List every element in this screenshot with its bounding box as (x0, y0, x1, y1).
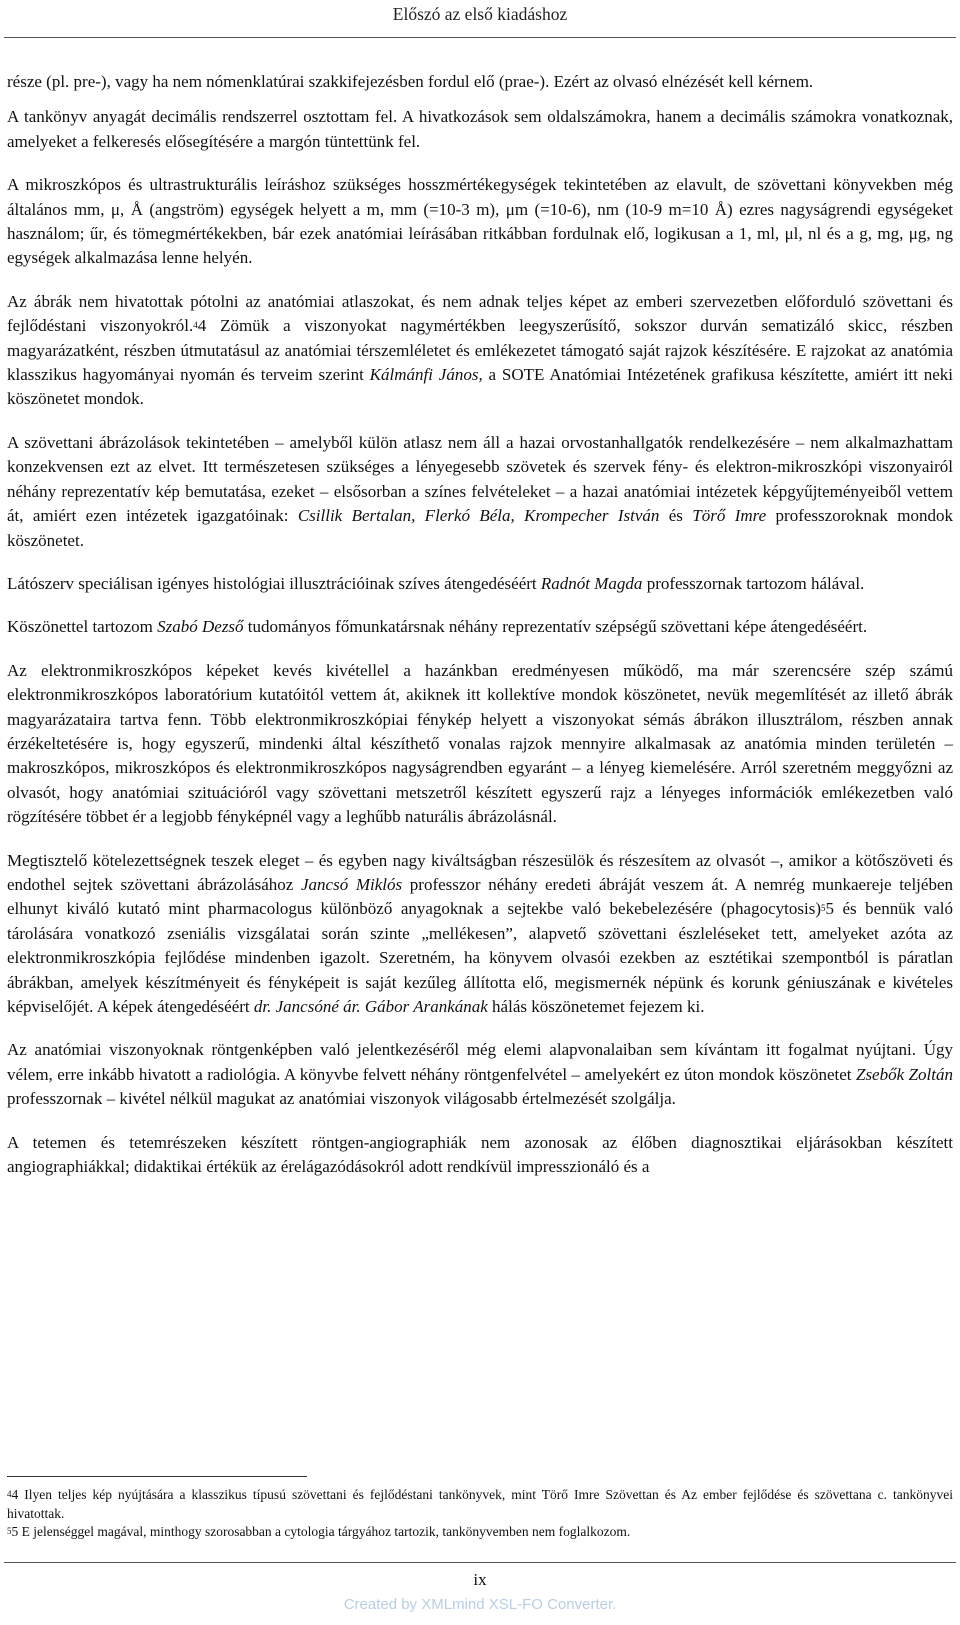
person-name: Zsebők Zoltán (855, 1064, 954, 1084)
page-number: ix (473, 1570, 487, 1589)
person-name: dr. Jancsóné ár. Gábor Arankának (253, 997, 488, 1016)
footnote-ref-5[interactable]: 5 (821, 903, 826, 914)
person-name: Kálmánfi János, (369, 365, 483, 385)
footnote-ref-4[interactable]: 4 (193, 320, 198, 331)
paragraph-figures: Az ábrák nem hivatottak pótolni az anatómiai atlaszokat, és nem adnak teljes képet az emberi szervezetben előforduló szövettani és fejlődéstani viszonyokról.$^4$4 Zömük a viszonyokat nagymértékben leegyszerűsítő, sokszor durván sematizáló skicc, részben magyarázatként, részben útmutatásul az anatómiai térszemléletet és emlékezetet támogató saját rajzok készítésére. E rajzokat az anatómia klasszikus hagyományai nyomán és terveim szerint Kálmánfi János, a SOTE Anatómiai Intézetének grafikusa készítette, amiért itt neki köszönetet mondok. (7, 291, 953, 409)
footnote-mark: 4 (7, 1489, 12, 1499)
paragraph-decimal-system: A tankönyv anyagát decimális rendszerrel osztottam fel. A hivatkozások sem oldalszámokra, hanem a decimális számokra vonatkoznak, amelyeket a felkeresés elősegítésére a margón tüntettünk fel. (7, 107, 953, 151)
paragraph-eye-illustrations: Látószerv speciálisan igényes histológiai illusztrációinak szíves átengedéséért Radnót Magda professzornak tartozom hálával. (7, 573, 865, 593)
person-name: Radnót Magda (540, 573, 643, 593)
person-name: Szabó Dezső (157, 617, 244, 637)
footnote-5: $^5$5 E jelenséggel magával, minthogy szorosabban a cytologia tárgyához tartozik, tankönyvemben nem foglalkozom. (7, 1524, 631, 1539)
paragraph-thanks: Köszönettel tartozom Szabó Dezső tudományos főmunkatársnak néhány reprezentatív szépségű szövettani képe átengedéséért. (7, 617, 868, 637)
generator-watermark: Created by XMLmind XSL-FO Converter. (343, 1596, 617, 1613)
footer-rule (4, 1562, 956, 1563)
paragraph-electron-microscopy: Az elektronmikroszkópos képeket kevés kivétellel a hazánkban eredményesen működő, ma már szerencsére szép számú elektronmikroszkópos laboratórium kutatóitól vettem át, akiknek itt kollektíve mondok köszönetet, nevük megemlítését az illető ábrák magyarázataira tartva fenn. Több elektronmikroszkópiai fénykép helyett a viszonyokat sémás ábrákon illusztrálom, részben annak érzékeltetésére is, hogy egyszerű, mindenki által készíthető vonalas rajzok mennyire alkalmasak az anatómia minden területén – makroszkópos, mikroszkópos és elektronmikroszkópos nagyságrendben egyaránt – a lényeg kiemelésére. Arról szeretném meggyőzni az olvasót, hogy anatómiai szituációról vagy szövettani metszetről készített egyszerű rajz a lényeges információk emlékezetben való rögzítésére többet ér a legjobb fényképnél vagy a leghűbb naturális ábrázolásnál. (7, 660, 953, 827)
paragraph-jancso: Megtisztelő kötelezettségnek teszek eleget – és egyben nagy kiváltságban részesülök és részesítem az olvasót –, amikor a kötőszöveti és endothel sejtek szövettani ábrázolásához Jancsó Miklós professzor néhány eredeti ábráját veszem át. A nemrég munkaereje teljében elhunyt kiváló kutató mint pharmacologus különböző anyagoknak a sejtekbe való bekebelezésére (phagocytosis)$^5$5 és bennük való tárolására vonatkozó zseniális vizsgálatai során szinte „mellékesen”, alapvető szövettani észleléseket tett, amelyeket azóta az elektronmikroszkópia fejlődése mindenben igazolt. Szeretném, ha könyvem olvasói ezekben az esztétikai szempontból is páratlan ábrákban, amelyek készítményeit és fényképeit is saját kezűleg állította elő, megismernék népünk és korunk géniuszának e kivételes képviselőjét. A képek átengedéséért dr. Jancsóné ár. Gábor Arankának hálás köszönetemet fejezem ki. (7, 850, 954, 1016)
footnote-mark: 5 (7, 1526, 12, 1536)
person-name: Törő Imre (692, 506, 767, 526)
paragraph-xray: Az anatómiai viszonyoknak röntgenképben való jelentkezéséről még elemi alapvonalaiban sem kívántam itt fogalmat nyújtani. Úgy vélem, erre inkább hivatott a radiológia. A könyvbe felvett néhány röntgenfelvétel – amelyekért ez úton mondok köszönetet Zsebők Zoltán professzornak – kivétel nélkül magukat az anatómiai viszonyok világosabb értelmezését szolgálja. (7, 1040, 954, 1109)
person-names: Csillik Bertalan, Flerkó Béla, Krompecher István (297, 506, 660, 526)
running-header-title: Előszó az első kiadáshoz (392, 4, 568, 24)
paragraph-angiography: A tetemen és tetemrészeken készített röntgen-angiographiák nem azonosak az élőben diagnosztikai eljárásokban készített angiographiákkal; didaktikai értékük az érelágazódásokról adott rendkívül impresszionáló és a (7, 1132, 953, 1177)
person-name: Jancsó Miklós (301, 874, 403, 894)
paragraph-units: A mikroszkópos és ultrastrukturális leíráshoz szükséges hosszmértékegységek tekintetében az elavult, de szövettani könyvekben még általános mm, μ, Å (angström) egységek helyett a m, mm (=10-3 m), μm (=10-6), nm (10-9 m=10 Å) ezres nagyságrendi egységeket használom; űr, és tömegmértékekben, bár ezek anatómiai leírásában ritkábban fordulnak elő, logikusan a 1, ml, μl, nl és a g, mg, μg, ng egységek alkalmazása lenne helyén. (7, 175, 953, 268)
footnote-4: $^4$4 Ilyen teljes kép nyújtására a klasszikus típusú szövettani és fejlődéstani tankönyvek, mint Törő Imre Szövettan és Az ember fejlődése és szövettana c. tankönyvei hivatottak. (7, 1487, 953, 1521)
page-body (7, 70, 953, 1179)
paragraph-prefix-note: része (pl. pre-), vagy ha nem nómenklatúrai szakkifejezésben fordul elő (prae-). Ezért az olvasó elnézését kell kérnem. (7, 72, 814, 91)
header-rule (4, 37, 956, 38)
footnote-separator (7, 1476, 307, 1477)
running-header (0, 0, 960, 34)
paragraph-histology-images: A szövettani ábrázolások tekintetében – amelyből külön atlasz nem áll a hazai orvostanhallgatók rendelkezésére – nem alkalmazhattam konzekvensen ezt az elvet. Itt természetesen szükséges a lényegesebb szövetek és szervek fény- és elektron-mikroszkópi viszonyairól néhány reprezentatív kép bemutatása, ezeket – elsősorban a színes felvételeket – a hazai anatómiai intézetek képgyűjteményeiből vettem át, amiért ezen intézetek igazgatóinak: Csillik Bertalan, Flerkó Béla, Krompecher István és Törő Imre professzoroknak mondok köszönetet. (7, 432, 953, 550)
footnotes (7, 1486, 953, 1542)
